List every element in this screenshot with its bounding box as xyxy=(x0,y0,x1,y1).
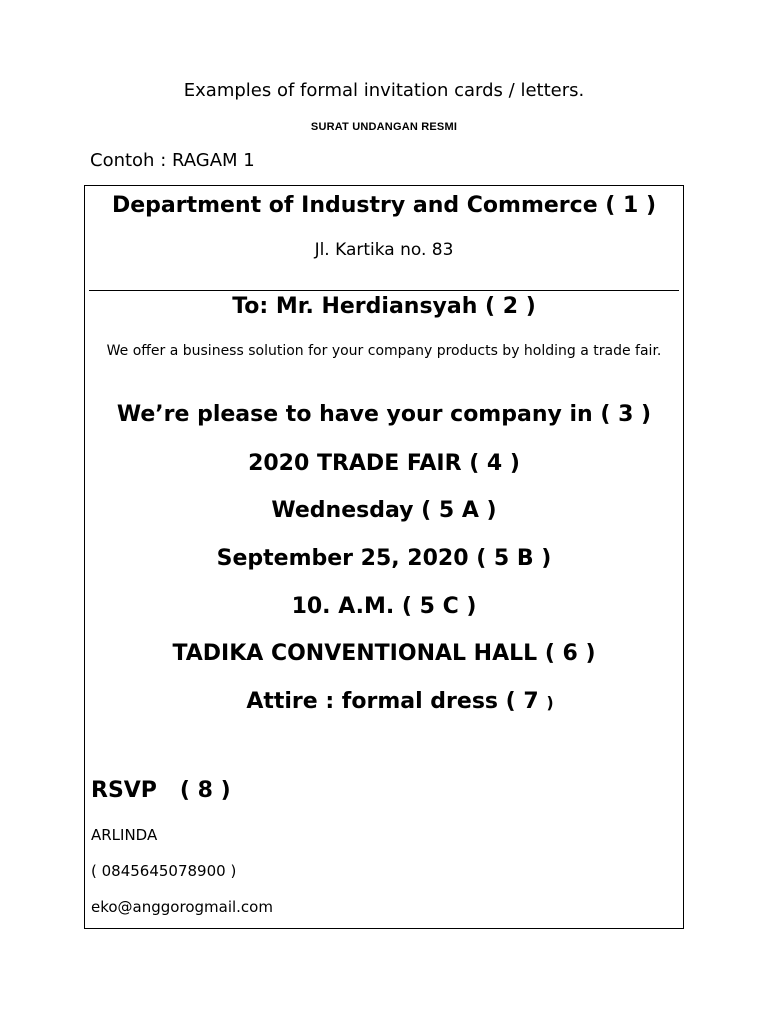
contact-name: ARLINDA xyxy=(91,826,158,844)
contact-phone: ( 0845645078900 ) xyxy=(91,862,237,880)
contact-email: eko@anggorogmail.com xyxy=(91,898,273,916)
intro-paragraph: We offer a business solution for your company products by holding a trade fair. xyxy=(106,343,662,359)
department-address: Jl. Kartika no. 83 xyxy=(314,240,454,260)
event-venue: TADIKA CONVENTIONAL HALL ( 6 ) xyxy=(172,641,596,666)
event-day: Wednesday ( 5 A ) xyxy=(271,498,497,523)
divider xyxy=(89,290,679,291)
event-name: 2020 TRADE FAIR ( 4 ) xyxy=(248,451,520,476)
event-time: 10. A.M. ( 5 C ) xyxy=(291,594,477,619)
invitation-line: We’re please to have your company in ( 3 ) xyxy=(116,402,652,427)
event-date: September 25, 2020 ( 5 B ) xyxy=(216,546,552,571)
invitation-card xyxy=(84,185,684,929)
attire-text: Attire : formal dress ( 7 xyxy=(246,689,539,714)
recipient-line: To: Mr. Herdiansyah ( 2 ) xyxy=(232,294,536,319)
department-heading: Department of Industry and Commerce ( 1 ) xyxy=(111,193,657,218)
page-subtitle: SURAT UNDANGAN RESMI xyxy=(310,121,458,133)
rsvp-heading: RSVP ( 8 ) xyxy=(91,778,231,803)
page-title: Examples of formal invitation cards / letters. xyxy=(183,80,585,101)
attire-close-paren: ) xyxy=(546,693,554,712)
attire-line xyxy=(101,689,699,714)
example-label: Contoh : RAGAM 1 xyxy=(90,150,255,171)
